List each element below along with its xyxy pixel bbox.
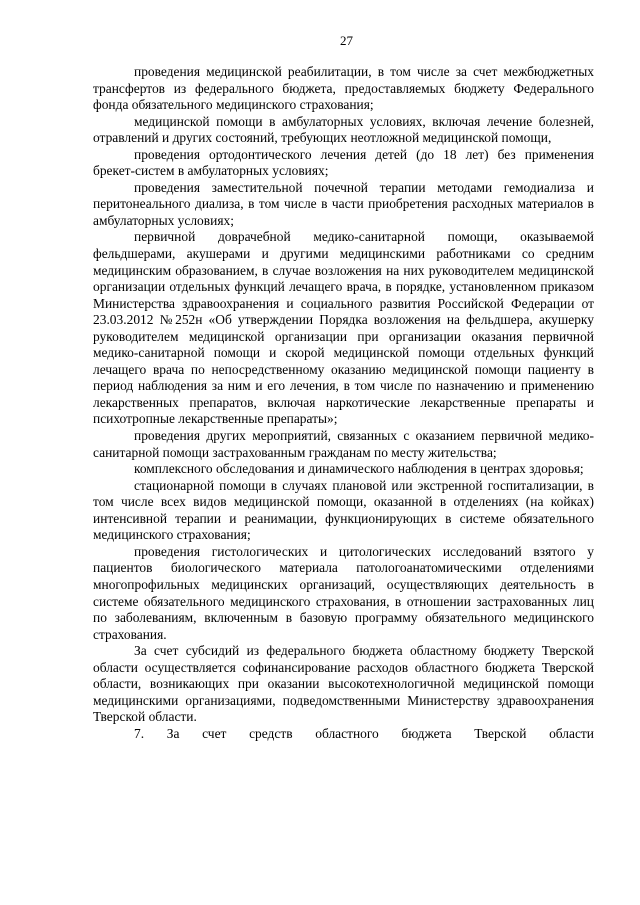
paragraph-dialysis: проведения заместительной почечной терапии методами гемодиализа и перитонеального диализа, в том числе в части приобретения расходных материалов в амбулаторных условиях; (93, 179, 594, 228)
document-body (93, 64, 594, 742)
paragraph-federal-subsidies: За счет субсидий из федерального бюджета областному бюджету Тверской области осуществляется софинансирование расходов областного бюджета Тверской области, возникающих при оказании высокотехнологичной медицинской помощи медицинскими организациями, подведомственными Министерству здравоохранения Тверской области. (93, 643, 594, 725)
paragraph-primary-prehospital: первичной доврачебной медико-санитарной помощи, оказываемой фельдшерами, акушерами и другими медицинскими работниками со средним медицинским образованием, в случае возложения на них руководителем медицинской организации отдельных функций лечащего врача, в порядке, установленном приказом Министерства здравоохранения и социального развития Российской Федерации от 23.03.2012 №252н «Об утверждении Порядка возложения на фельдшера, акушерку руководителем медицинской организации при организации оказания первичной медико-санитарной помощи и скорой медицинской помощи отдельных функций лечащего врача по непосредственному оказанию медицинской помощи пациенту в период наблюдения за ним и его лечения, в том числе по назначению и применению лекарственных препаратов, включая наркотические лекарственные препараты и психотропные лекарственные препараты»; (93, 229, 594, 427)
paragraph-orthodontic: проведения ортодонтического лечения детей (до 18 лет) без применения брекет-систем в амбулаторных условиях; (93, 146, 594, 179)
paragraph-inpatient-care: стационарной помощи в случаях плановой или экстренной госпитализации, в том числе всех видов медицинской помощи, оказанной в отделениях (на койках) интенсивной терапии и реанимации, функционирующих в системе обязательного медицинского страхования; (93, 477, 594, 543)
paragraph-other-activities: проведения других мероприятий, связанных с оказанием первичной медико-санитарной помощи застрахованным гражданам по месту жительства; (93, 428, 594, 460)
paragraph-outpatient-care: медицинской помощи в амбулаторных условиях, включая лечение болезней, отравлений и других состояний, требующих неотложной медицинской помощи, (93, 113, 594, 146)
paragraph-health-centers: комплексного обследования и динамического наблюдения в центрах здоровья; (134, 461, 584, 477)
page-number: 27 (340, 33, 353, 48)
paragraph-item-7: 7. За счет средств областного бюджета Тверской области (134, 725, 594, 741)
paragraph-rehabilitation: проведения медицинской реабилитации, в том числе за счет межбюджетных трансфертов из федерального бюджета, предоставляемых бюджету Федерального фонда обязательного медицинского страхования; (93, 64, 594, 113)
paragraph-histology: проведения гистологических и цитологических исследований взятого у пациентов биологического материала патологоанатомическими отделениями многопрофильных медицинских организаций, осуществляющих деятельность в системе обязательного медицинского страхования, в отношении застрахованных лиц по заболеваниям, включенным в базовую программу обязательного медицинского страхования. (93, 543, 594, 642)
